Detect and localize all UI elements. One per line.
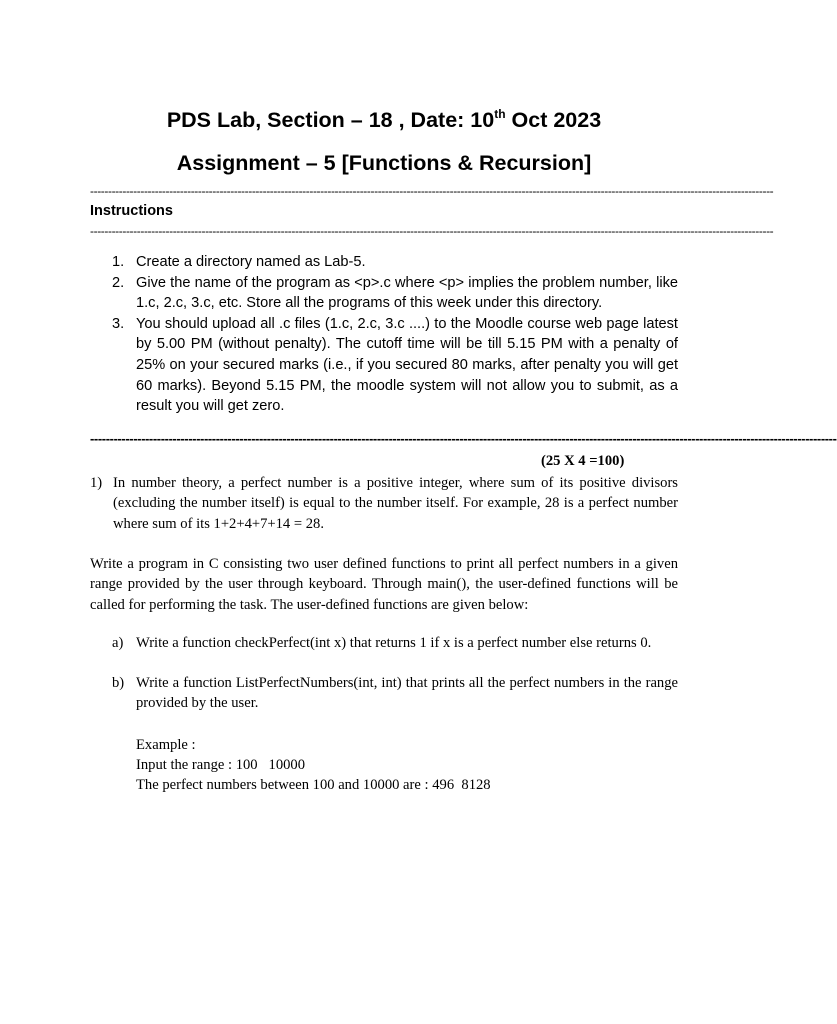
example-input-line: Input the range : 100 10000 [136, 757, 306, 773]
sub-item-text: Write a function ListPerfectNumbers(int, int) that prints all the perfect numbers in the range provided by the user. [136, 675, 678, 712]
title-superscript: th [494, 107, 506, 121]
sub-item-b [90, 673, 678, 714]
page-title [0, 107, 768, 133]
question-1 [90, 473, 678, 534]
list-item [90, 314, 678, 417]
list-item [90, 252, 678, 273]
list-item-text: Give the name of the program as <p>.c where <p> implies the problem number, like 1.c, 2.c, 3.c, etc. Store all the programs of this week under this directory. [136, 274, 678, 312]
page-subtitle: Assignment – 5 [Functions & Recursion] [176, 151, 592, 175]
separator-bottom: ---------------------------------------------------------------------------------------------------------------------------------------------------------------------------------------------- [90, 224, 774, 238]
question-item [90, 473, 678, 534]
list-item-text: Create a directory named as Lab-5. [136, 254, 366, 270]
example-label: Example : [136, 737, 196, 753]
list-item-number: 2. [112, 274, 125, 291]
sub-item-a [90, 633, 678, 653]
sub-item-text: Write a function checkPerfect(int x) that returns 1 if x is a perfect number else returns 0. [136, 635, 652, 651]
list-item-number: 3. [112, 315, 125, 332]
list-item [90, 273, 678, 314]
instructions-list [90, 252, 678, 417]
sub-item [90, 673, 678, 714]
list-item-text: You should upload all .c files (1.c, 2.c, 3.c ....) to the Moodle course web page latest by 5.00 PM (without penalty). The cutoff time will be till 5.15 PM with a penalty of 25% on your secured marks (i.e., if you secured 80 marks, after penalty you will get 60 marks). Beyond 5.15 PM, the moodle system will not allow you to submit, as a result you will get zero. [136, 315, 678, 415]
question-text: In number theory, a perfect number is a positive integer, where sum of its positive divisors (excluding the number itself) is equal to the number itself. For example, 28 is a perfect number where sum of its 1+2+4+7+14 = 28. [113, 475, 678, 532]
instructions-heading: Instructions [90, 203, 173, 219]
question-paragraph: Write a program in C consisting two user defined functions to print all perfect numbers in a given range provided by the user through keyboard. Through main(), the user-defined functions will be called for performing the task. The user-defined functions are given below: [90, 556, 678, 613]
separator-top: ---------------------------------------------------------------------------------------------------------------------------------------------------------------------------------------------- [90, 184, 774, 198]
sub-item-number: b) [112, 675, 125, 691]
example-output-line: The perfect numbers between 100 and 10000 are : 496 8128 [136, 777, 491, 793]
sub-item [90, 633, 678, 653]
title-suffix: Oct 2023 [505, 108, 602, 132]
question-number: 1) [90, 475, 103, 491]
sub-item-number: a) [112, 635, 124, 651]
separator-section: ---------------------------------------------------------------------------------------------------------------------------------------------------------------------------------------------- [90, 431, 837, 446]
list-item-number: 1. [112, 254, 125, 270]
title-prefix: PDS Lab, Section – 18 , Date: 10 [166, 108, 495, 132]
marks-label: (25 X 4 =100) [541, 453, 625, 469]
